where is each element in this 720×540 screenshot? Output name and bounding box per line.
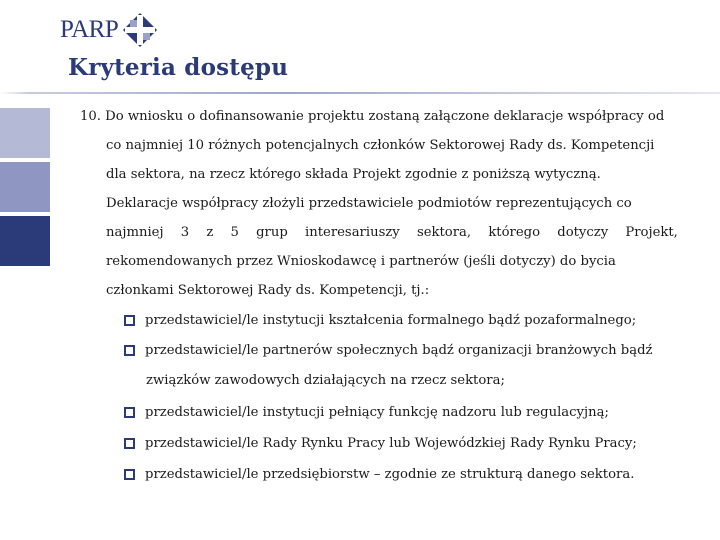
parp-diamond-icon (122, 12, 158, 48)
title-divider (0, 92, 720, 94)
intro-line: członkami Sektorowej Rady ds. Kompetencji, tj.: (106, 283, 430, 298)
intro-line: 10. Do wniosku o dofinansowanie projektu zostaną załączone deklaracje współpracy od (80, 109, 665, 124)
word: z (206, 225, 214, 240)
list-item-text: przedstawiciel/le instytucji kształcenia formalnego bądź pozaformalnego; (145, 313, 637, 328)
word: grup (256, 225, 288, 240)
list-item (80, 397, 678, 428)
list-item-continuation: związków zawodowych działających na rzecz sektora; (146, 373, 505, 388)
intro-line: co najmniej 10 różnych potencjalnych członków Sektorowej Rady ds. Kompetencji (106, 138, 655, 153)
checkbox-bullet-icon (124, 315, 135, 326)
decorative-sidebar (0, 108, 50, 270)
checkbox-bullet-icon (124, 438, 135, 449)
checkbox-bullet-icon (124, 345, 135, 356)
list-item (80, 459, 678, 490)
word: 3 (180, 225, 190, 240)
sidebar-block-mid (0, 162, 50, 212)
checkbox-bullet-icon (124, 469, 135, 480)
list-item-text: przedstawiciel/le instytucji pełniący funkcję nadzoru lub regulacyjną; (145, 405, 609, 420)
sidebar-block-dark (0, 216, 50, 266)
parp-logo (60, 12, 158, 48)
criteria-content (80, 102, 678, 490)
list-item (80, 336, 678, 364)
word: 5 (230, 225, 239, 240)
intro-line: dla sektora, na rzecz którego składa Projekt zgodnie z poniższą wytyczną. (106, 167, 601, 182)
word: którego (488, 225, 541, 240)
list-item-text: przedstawiciel/le Rady Rynku Pracy lub Wojewódzkiej Rady Rynku Pracy; (145, 436, 637, 451)
list-item (80, 305, 678, 336)
sidebar-block-light (0, 108, 50, 158)
word: interesariuszy (305, 225, 400, 240)
word: dotyczy (557, 225, 609, 240)
page-title: Kryteria dostępu (68, 54, 289, 81)
intro-line: rekomendowanych przez Wnioskodawcę i partnerów (jeśli dotyczy) do bycia (106, 254, 616, 269)
intro-line-justified (80, 218, 678, 247)
word: sektora, (416, 225, 472, 240)
list-item-text: przedstawiciel/le przedsiębiorstw – zgodnie ze strukturą danego sektora. (145, 467, 635, 482)
intro-line: Deklaracje współpracy złożyli przedstawiciele podmiotów reprezentujących co (106, 196, 632, 211)
list-item-text: przedstawiciel/le partnerów społecznych bądź organizacji branżowych bądź (145, 342, 653, 358)
word: najmniej (106, 225, 164, 240)
logo-text: PARP (60, 16, 119, 43)
word: Projekt, (625, 225, 678, 240)
checkbox-bullet-icon (124, 407, 135, 418)
list-item (80, 428, 678, 459)
